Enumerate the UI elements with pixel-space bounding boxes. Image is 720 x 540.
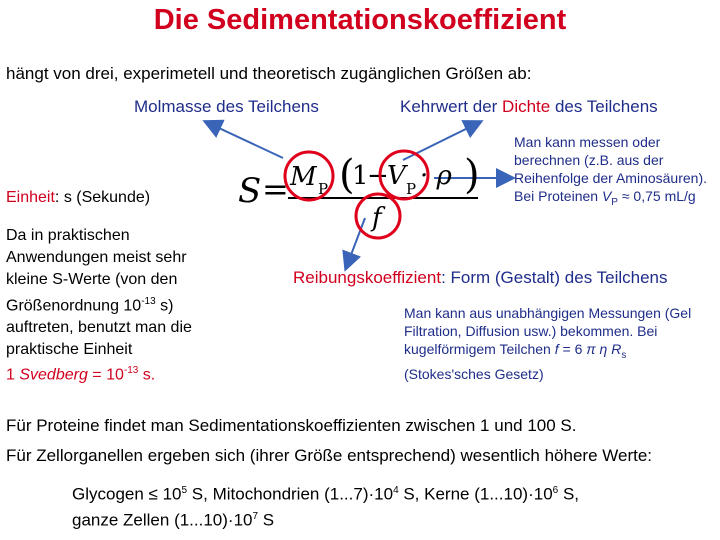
friction-note: Man kann aus unabhängigen Messungen (Gel Filtration, Diffusion usw.) bekommen. Bei kugelförmigem Teilchen f = 6 π η $R_s$ (Stokes'sches Gesetz) xyxy=(404,305,692,382)
svedberg-definition: 1 Svedberg = $10^{-13}$ s. xyxy=(6,365,156,384)
dichte-word: Dichte xyxy=(502,97,551,116)
formula-lhs: S xyxy=(238,171,262,211)
arrow-to-reibung xyxy=(346,218,365,268)
einheit-text: Einheit: s (Sekunde) xyxy=(6,189,151,206)
kehrwert-label: Kehrwert der Dichte des Teilchens xyxy=(400,97,658,116)
formula-v: V xyxy=(387,161,406,191)
formula-lparen: ( xyxy=(339,152,355,198)
reibung-label: Reibungskoeffizient: Form (Gestalt) des Teilchens xyxy=(293,268,668,287)
page-title: Die Sedimentationskoeffizient xyxy=(153,4,567,36)
molmasse-label: Molmasse des Teilchens xyxy=(134,97,319,116)
formula-f: f xyxy=(372,203,382,233)
specific-volume-note: Man kann messen oder berechnen (z.B. aus der Reihenfolge der Aminosäuren). Bei Proteinen $V_P \approx 0,75$ mL/g xyxy=(514,134,708,208)
organelle-text: Für Zellorganellen ergeben sich (ihrer Größe entsprechend) wesentlich höhere Werte: xyxy=(6,446,653,465)
formula-m: M xyxy=(290,162,317,192)
formula-minus: − xyxy=(367,161,389,191)
formula-equals: = xyxy=(262,170,289,208)
examples-text: Glycogen ≤ $10^5$ S, Mitochondrien $(1...7)\cdot 10^4$ S, Kerne $(1...10)\cdot 10^6$ S, ganze Zellen $(1...10)\cdot 10^7$ S xyxy=(72,484,580,530)
formula-m-sub: P xyxy=(318,180,329,198)
formula-one: 1 xyxy=(352,161,369,191)
arrow-to-molmasse xyxy=(206,122,283,158)
formula-v-sub: P xyxy=(406,180,417,198)
formula-rho: · ρ xyxy=(420,161,452,191)
practical-unit-text: Da in praktischen Anwendungen meist sehr kleine S-Werte (von den Größenordnung $10^{-13}$ s) auftreten, benutzt man die praktische Einheit xyxy=(6,227,192,359)
protein-range-text: Für Proteine findet man Sedimentationskoeffizienten zwischen 1 und 100 S. xyxy=(6,416,577,435)
formula-rparen: ) xyxy=(464,152,480,198)
subtitle: hängt von drei, experimetell und theoretisch zugänglichen Größen ab: xyxy=(6,64,532,83)
